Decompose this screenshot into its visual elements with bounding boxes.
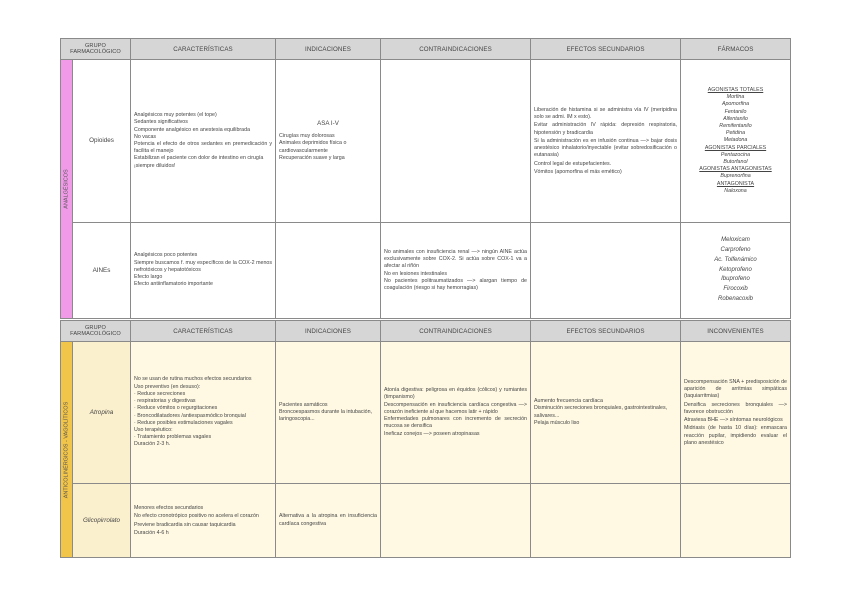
text-line: Previene bradicardia sin causar taquicardia: [134, 521, 236, 528]
farmaco-item: Robenacoxib: [717, 295, 754, 302]
farmaco-item: Metadona: [723, 137, 748, 144]
bullet-line: · Tratamiento problemas vagales: [134, 434, 272, 441]
asa-label: ASA I-V: [317, 119, 339, 127]
inconvenientes-cell: [681, 342, 791, 484]
text-line: ¡siempre diluidos!: [134, 162, 176, 169]
table-header-row: [61, 321, 791, 342]
header-indicaciones: INDICACIONES: [276, 321, 381, 342]
text-line: Uso preventivo (en desuso):: [134, 383, 201, 390]
header-efectos: EFECTOS SECUNDARIOS: [531, 39, 681, 60]
text-line: Componente analgésico en anestesia equilibrada: [134, 126, 251, 133]
contraindicaciones-cell: [381, 223, 531, 319]
farmaco-item: Remifentanilo: [719, 122, 752, 129]
indicaciones-cell: [276, 484, 381, 558]
text-line: Si la administración es en infusión continua —> bajar dosis anestésico inhalatorio/inyectable (evitar sobredosificación o eutanasia): [534, 137, 677, 159]
header-grupo: GRUPO FARMACOLÓGICO: [61, 39, 131, 60]
table-header-row: [61, 39, 791, 60]
farmaco-item: Ibuprofeno: [721, 276, 750, 283]
anticolinergicos-table: [60, 320, 791, 558]
caracteristicas-cell: [131, 342, 276, 484]
text-line: No pacientes politraumatizados —> alargan tiempo de coagulación (riesgo si hay hemorragias): [384, 277, 527, 291]
farmaco-item: Carprofeno: [720, 247, 751, 253]
text-line: No animales con insuficiencia renal —> ningún AINE actúa exclusivamente sobre COX-2. Si actúa sobre COX-1 va a afectar al riñón: [384, 248, 527, 270]
farmaco-item: Meloxicam: [721, 237, 750, 244]
inconvenientes-cell: [681, 484, 791, 558]
farmaco-item: Alfentanilo: [723, 115, 748, 122]
text-line: Estabilizan el paciente con dolor de intestino en cirugía: [134, 155, 264, 162]
text-line: Liberación de histamina si se administra vía IV (meripidina solo se admi. IM x esto).: [534, 107, 677, 121]
text-line: Atraviesa BHE —> síntomas neurológicos: [684, 417, 783, 424]
farmacos-cell: [681, 223, 791, 319]
farmaco-item: Butorfanol: [723, 159, 748, 165]
header-indicaciones: INDICACIONES: [276, 39, 381, 60]
farmaco-item: Buprenorfina: [720, 173, 751, 180]
farmaco-heading: AGONISTAS ANTAGONISTAS: [699, 166, 772, 173]
contraindicaciones-cell: [381, 484, 531, 558]
text-line: Efecto largo: [134, 274, 163, 281]
indicaciones-cell: [276, 223, 381, 319]
header-efectos: EFECTOS SECUNDARIOS: [531, 321, 681, 342]
farmaco-item: Firocoxib: [723, 286, 748, 293]
farmacos-cell: [681, 60, 791, 223]
text-line: Analgésicos poco potentes: [134, 252, 198, 259]
farmaco-item: Naloxona: [724, 187, 747, 194]
bullet-line: · Reduce vómitos o regurgitaciones: [134, 405, 272, 412]
farmaco-item: Morfina: [726, 94, 745, 101]
text-line: No se usan de rutina muchos efectos secundarios: [134, 376, 252, 383]
drug-group-name: Atropina: [73, 342, 131, 484]
text-line: Descompensación SNA + predisposición de aparición de arritmias simpáticas (taquiarritmias): [684, 379, 787, 400]
text-line: Potencia el efecto de otros sedantes en premedicación y facilita el manejo: [134, 141, 272, 155]
header-farmacos: FÁRMACOS: [681, 39, 791, 60]
header-contraindicaciones: CONTRAINDICACIONES: [381, 321, 531, 342]
bullet-line: · Reduce posibles estimulaciones vagales: [134, 420, 272, 427]
text-line: Ineficaz conejos —> poseen atropinasas: [384, 430, 480, 437]
text-line: Atonía digestiva: peligrosa en équidos (cólicos) y rumiantes (timpanismo): [384, 387, 527, 401]
header-contraindicaciones: CONTRAINDICACIONES: [381, 39, 531, 60]
analgesicos-table: [60, 38, 791, 319]
group-label-analgesicos: ANALGÉSICOS: [61, 60, 73, 319]
text-line: Uso terapéutico:: [134, 426, 173, 433]
text-line: Duración 2-3 h.: [134, 441, 171, 448]
text-line: Pelaja músculo liso: [534, 419, 580, 426]
text-line: Control legal de estupefacientes.: [534, 160, 612, 167]
text-line: Efecto antiinflamatorio importante: [134, 281, 213, 288]
text-line: Analgésicos muy potentes (el tope): [134, 112, 217, 119]
bullet-line: · Broncodilatadores /antiespasmódico bronquial: [134, 413, 272, 420]
drug-group-name: Opioides: [73, 60, 131, 223]
table-row-aines: [61, 223, 791, 319]
text-line: Pacientes asmáticos: [279, 401, 328, 408]
caracteristicas-cell: [131, 60, 276, 223]
text-line: Animales deprimidos física o cardiovascularmente: [279, 140, 347, 154]
text-line: Vómitos (apomorfina el más emético): [534, 168, 622, 175]
text-line: Enfermedades pulmonares con incremento de secreción mucosa se densifica: [384, 416, 527, 430]
text-line: Sedantes significativos: [134, 119, 188, 126]
farmaco-item: Pentazocina: [720, 151, 751, 158]
text-line: Evitar administración IV rápida: depresión respiratoria, hipotensión y bradicardia: [534, 122, 677, 136]
farmaco-item: Petidina: [725, 130, 746, 137]
text-line: Siempre buscamos f. muy específicos de la COX-2 menos nefrotóxicos y hepatotóxicos: [134, 259, 272, 273]
farmaco-item: Ac. Tolfenámico: [714, 256, 757, 263]
text-line: No efecto cronotrópico positivo no acelera el corazón: [134, 513, 259, 520]
header-caracteristicas: CARACTERÍSTICAS: [131, 39, 276, 60]
efectos-cell: [531, 223, 681, 319]
bullet-line: · respiratorias y digestivas: [134, 398, 272, 405]
farmaco-heading: AGONISTAS PARCIALES: [704, 144, 767, 151]
contraindicaciones-cell: [381, 342, 531, 484]
text-line: Aumento frecuencia cardíaca: [534, 398, 603, 405]
caracteristicas-cell: [131, 484, 276, 558]
bullet-line: · Reduce secreciones: [134, 391, 272, 398]
text-line: Densifica secreciones bronquiales —> favorece obstrucción: [684, 401, 787, 415]
indicaciones-cell: [276, 342, 381, 484]
text-line: Menores efectos secundarios: [134, 505, 204, 512]
farmaco-heading: AGONISTAS TOTALES: [707, 86, 764, 93]
indicaciones-cell: [276, 60, 381, 223]
table-row-glicopirrolato: [61, 484, 791, 558]
farmaco-item: Fentanilo: [724, 108, 747, 115]
farmaco-heading: ANTAGONISTA: [716, 180, 755, 187]
text-line: Cirugías muy dolorosas: [279, 133, 335, 140]
text-line: Recuperación suave y larga: [279, 154, 345, 161]
text-line: Alternativa a la atropina en insuficiencia cardíaca congestiva: [279, 513, 377, 527]
text-line: Midriasis (de hasta 10 días): enmascara reacción pupilar, impidiendo evaluar el plano anestésico: [684, 425, 787, 446]
header-inconvenientes: INCONVENIENTES: [681, 321, 791, 342]
header-caracteristicas: CARACTERÍSTICAS: [131, 321, 276, 342]
drug-group-name: Glicopirrolato: [73, 484, 131, 558]
text-line: Duración 4-6 h: [134, 529, 169, 536]
drug-group-name: AINEs: [73, 223, 131, 319]
table-row-opioides: [61, 60, 791, 223]
efectos-cell: [531, 484, 681, 558]
text-line: Broncoespasmos durante la intubación, laringoscopia...: [279, 408, 373, 423]
group-label-anticolinergicos: ANTICOLINÉRGICOS - VAGOLÍTICOS: [61, 342, 73, 558]
table-row-atropina: [61, 342, 791, 484]
header-grupo: GRUPO FARMACOLÓGICO: [61, 321, 131, 342]
text-line: Disminución secreciones bronquiales, gastrointestinales, salivares...: [534, 405, 668, 419]
text-line: No en lesiones intestinales: [384, 270, 448, 277]
caracteristicas-cell: [131, 223, 276, 319]
text-line: No vacas: [134, 133, 157, 140]
farmaco-item: Apomorfina: [721, 101, 750, 108]
farmaco-item: Ketoprofeno: [719, 266, 752, 273]
text-line: Descompensación en insuficiencia cardíaca congestiva —> corazón ineficiente al que hacemos latir + rápido: [384, 401, 527, 415]
efectos-cell: [531, 60, 681, 223]
contraindicaciones-cell: [381, 60, 531, 223]
efectos-cell: [531, 342, 681, 484]
